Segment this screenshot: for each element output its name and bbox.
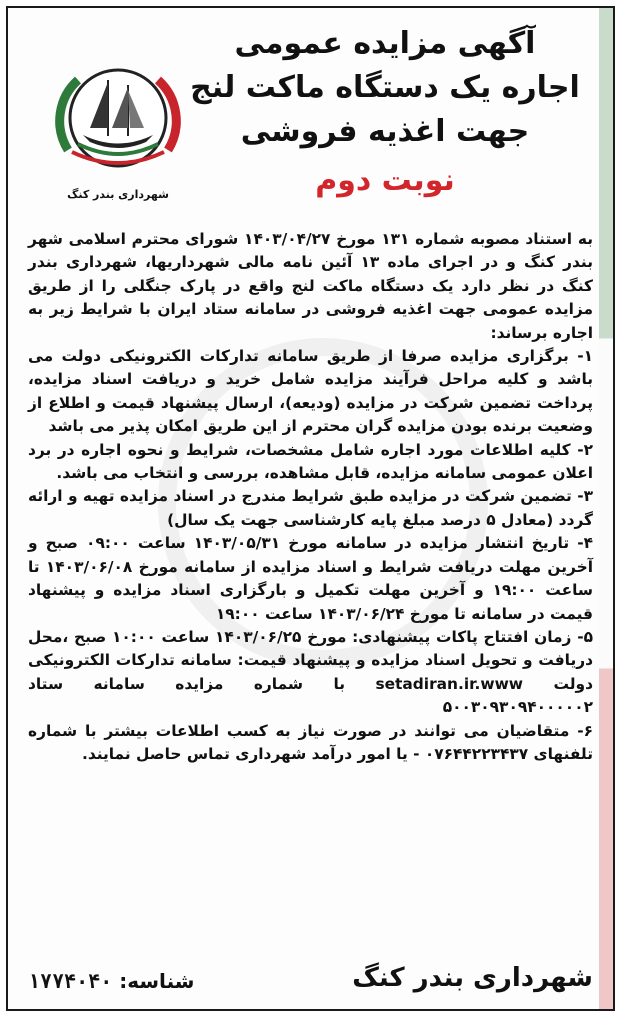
ad-title-line3: جهت اغذیه فروشی — [240, 114, 530, 149]
tracking-label: شناسه: — [119, 969, 195, 993]
flag-edge-strip — [599, 8, 613, 1009]
ship-dhow-emblem-icon — [38, 40, 198, 210]
ad-frame — [6, 6, 615, 1011]
logo-caption: شهرداری بندر کنگ — [67, 188, 169, 201]
intro-paragraph: به استناد مصوبه شماره ۱۳۱ مورخ ۱۴۰۳/۰۴/۲۷ شورای محترم اسلامی شهر بندر کنگ و در اجرای ماده ۱۳ آئین نامه مالی شهرداریها، شهرداری بندر کنگ در نظر دارد یک دستگاه ماکت لنج واقع در پارک جنگلی را از طریق مزایده عمومی جهت اغذیه فروشی در سامانه ستاد ایران با شرایط زیر به اجاره برساند: — [28, 230, 593, 342]
round-label: نوبت دوم — [315, 163, 455, 198]
ad-body — [28, 228, 593, 766]
clause-item: ۴- تاریخ انتشار مزایده در سامانه مورخ ۱۴۰۳/۰۵/۳۱ ساعت ۰۹:۰۰ صبح و آخرین مهلت دریافت شرایط و اسناد مزایده از سامانه مورخ ۱۴۰۳/۰۶/۰۸ تا ساعت ۱۹:۰۰ و آخرین مهلت تکمیل و بارگزاری اسناد مزایده و پیشنهاد قیمت در سامانه تا مورخ ۱۴۰۳/۰۶/۲۴ ساعت ۱۹:۰۰ — [28, 534, 594, 623]
clause-item: ۱- برگزاری مزایده صرفا از طریق سامانه تدارکات الکترونیکی دولت می باشد و کلیه مراحل فرآیند مزایده شامل خرید و دریافت اسناد مزایده، پرداخت تضمین شرکت در مزایده (ودیعه)، ارسال پیشنهاد قیمت و اطلاع از وضعیت برنده بودن مزایده گران محترم از این طریق امکان پذیر می باشد — [28, 347, 593, 436]
clause-item: ۶- متقاضیان می توانند در صورت نیاز به کسب اطلاعات بیشتر با شماره تلفنهای ۰۷۶۴۴۲۲۳۴۳۷ - یا امور درآمد شهرداری تماس حاصل نمایند. — [28, 721, 593, 763]
clause-item: ۵- زمان افتتاح پاکات پیشنهادی: مورخ ۱۴۰۳/۰۶/۲۵ ساعت ۱۰:۰۰ صبح ،محل دریافت و تحویل اسناد مزایده و پیشنهاد قیمت: سامانه تدارکات الکترونیکی دولت setadiran.ir.www با شماره مزایده سامانه ستاد ۵۰۰۳۰۹۳۰۹۴۰۰۰۰۰۲ — [28, 627, 593, 717]
title-block — [185, 22, 585, 204]
tracking-number: ۱۷۷۴۰۴۰ — [28, 969, 113, 993]
footer-organization: شهرداری بندر کنگ — [352, 963, 593, 993]
ad-footer — [28, 963, 593, 1003]
ad-title-line1: آگهی مزایده عمومی — [234, 26, 536, 61]
tracking-id — [28, 969, 194, 993]
ad-title-line2: اجاره یک دستگاه ماکت لنج — [190, 70, 580, 105]
clause-item: ۳- تضمین شرکت در مزایده طبق شرایط مندرج در اسناد مزایده تهیه و ارائه گردد (معادل ۵ درصد مبلغ پایه کارشناسی جهت یک سال) — [28, 487, 593, 529]
clause-item: ۲- کلیه اطلاعات مورد اجاره شامل مشخصات، شرایط و نحوه اجاره در برد اعلان عمومی سامانه مزایده، قابل مشاهده، بررسی و انتخاب می باشد. — [28, 440, 593, 483]
ad-header — [28, 22, 599, 242]
